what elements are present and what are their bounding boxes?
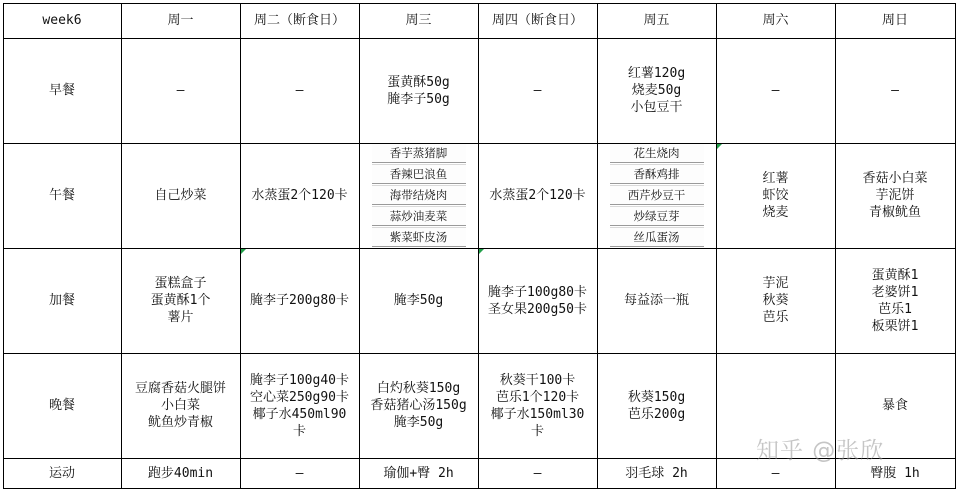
cell-lunch-wed: [359, 143, 478, 248]
cell-line: 蛋糕盒子: [154, 276, 207, 291]
row-label-breakfast: 早餐: [48, 83, 75, 98]
cell-line: 芋泥饼: [875, 188, 915, 203]
cell-snack-sat: [716, 248, 835, 353]
cell-line: 水蒸蛋2个120卡: [489, 188, 586, 203]
cell-exercise-fri: [597, 458, 716, 488]
cell-line: 小包豆干: [630, 100, 683, 115]
cell-line: 暴食: [881, 398, 908, 413]
lunch-dish: 西芹炒豆干: [610, 185, 704, 205]
cell-line: 蛋黄酥1: [871, 267, 919, 283]
lunch-dish: 花生烧肉: [610, 143, 704, 163]
cell-line: –: [295, 83, 304, 98]
row-label-snack: 加餐: [48, 293, 75, 308]
cell-snack-tue: [240, 248, 359, 353]
lunch-dish: 香酥鸡排: [610, 164, 704, 184]
column-divider: [359, 3, 360, 489]
cell-line: 芭乐1个120卡: [495, 389, 580, 405]
cell-line: 腌李子200g80卡: [250, 293, 349, 308]
cell-line: 卡: [530, 423, 544, 439]
cell-snack-thu: [478, 248, 597, 353]
cell-snack-sun: [835, 248, 955, 353]
header-day-fri: 周五: [643, 13, 670, 28]
cell-line: 瑜伽+臀 2h: [383, 465, 454, 481]
header-week: week6: [42, 13, 82, 28]
cell-line: 香菇小白菜: [862, 171, 928, 186]
cell-line: 薯片: [167, 310, 194, 325]
lunch-dish: 海带结烧肉: [372, 185, 466, 205]
cell-snack-wed: [359, 248, 478, 353]
lunch-dish: 香辣巴浪鱼: [372, 164, 466, 184]
cell-line: –: [771, 83, 780, 98]
cell-line: 虾饺: [762, 188, 789, 203]
cell-lunch-tue: [240, 143, 359, 248]
cell-breakfast-mon: [121, 38, 240, 143]
cell-line: 腌李子100g80卡: [488, 284, 587, 300]
cell-line: 跑步40min: [147, 465, 214, 481]
lunch-menu-fri: [610, 143, 704, 248]
cell-line: 香菇猪心汤150g: [370, 398, 467, 413]
cell-line: 腌李50g: [393, 415, 444, 430]
lunch-menu-wed: [372, 143, 466, 248]
cell-line: –: [771, 465, 780, 481]
lunch-dish: 炒绿豆芽: [610, 206, 704, 226]
cell-snack-mon: [121, 248, 240, 353]
column-divider: [478, 3, 479, 489]
cell-dinner-wed: [359, 353, 478, 458]
header-day-mon: 周一: [167, 13, 194, 28]
cell-lunch-sun: [835, 143, 955, 248]
cell-line: 腌李50g: [393, 293, 444, 308]
cell-line: 白灼秋葵150g: [376, 381, 461, 396]
cell-line: 红薯: [762, 171, 789, 186]
cell-line: 红薯120g: [627, 66, 686, 81]
cell-line: 老婆饼1: [871, 284, 919, 300]
header-day-sun: 周日: [881, 13, 908, 28]
cell-dinner-mon: [121, 353, 240, 458]
comment-marker-icon: [717, 144, 722, 149]
row-label-lunch: 午餐: [48, 188, 75, 203]
cell-line: 圣女果200g50卡: [488, 301, 587, 317]
row-divider: [3, 3, 956, 4]
cell-line: 芋泥: [762, 276, 789, 291]
cell-line: 卡: [292, 423, 306, 439]
column-divider: [835, 3, 836, 489]
cell-line: 秋葵干100卡: [499, 372, 576, 388]
cell-line: 腌李子100g40卡: [250, 372, 349, 388]
cell-line: 秋葵: [762, 293, 789, 308]
cell-exercise-tue: [240, 458, 359, 488]
cell-line: 水蒸蛋2个120卡: [251, 188, 348, 203]
cell-line: 臀腹 1h: [870, 465, 920, 481]
cell-exercise-thu: [478, 458, 597, 488]
cell-line: 椰子水150ml30: [490, 406, 585, 422]
cell-line: 每益添一瓶: [623, 293, 689, 308]
cell-lunch-fri: [597, 143, 716, 248]
header-day-thu: 周四（断食日）: [491, 13, 583, 28]
column-divider: [716, 3, 717, 489]
cell-exercise-mon: [121, 458, 240, 488]
header-day-sat: 周六: [762, 13, 789, 28]
row-divider: [3, 488, 956, 489]
cell-line: 腌李子50g: [387, 91, 450, 107]
cell-line: 板栗饼1: [871, 318, 919, 334]
cell-line: –: [295, 465, 304, 481]
cell-line: 蛋黄酥1个: [150, 293, 211, 308]
cell-line: 椰子水450ml90: [252, 406, 347, 422]
row-label-exercise: 运动: [48, 465, 75, 481]
cell-line: 青椒鱿鱼: [868, 205, 921, 220]
cell-line: –: [891, 83, 899, 98]
cell-line: –: [533, 83, 542, 98]
row-divider: [3, 143, 956, 144]
cell-line: –: [176, 83, 185, 98]
column-divider: [121, 3, 122, 489]
cell-line: 自己炒菜: [154, 188, 207, 203]
header-day-wed: 周三: [405, 13, 432, 28]
cell-line: 豆腐香菇火腿饼: [134, 381, 226, 396]
cell-breakfast-sun: [835, 38, 955, 143]
cell-line: 鱿鱼炒青椒: [147, 415, 213, 430]
lunch-dish: 香芋蒸猪脚: [372, 143, 466, 163]
lunch-dish: 紫菜虾皮汤: [372, 227, 466, 247]
cell-lunch-sat: [716, 143, 835, 248]
cell-line: 芭乐: [762, 310, 789, 325]
cell-dinner-fri: [597, 353, 716, 458]
column-divider: [3, 3, 4, 489]
cell-dinner-tue: [240, 353, 359, 458]
cell-breakfast-thu: [478, 38, 597, 143]
cell-dinner-thu: [478, 353, 597, 458]
cell-line: 芭乐1: [878, 301, 912, 317]
comment-marker-icon: [241, 249, 246, 254]
cell-breakfast-sat: [716, 38, 835, 143]
cell-lunch-mon: [121, 143, 240, 248]
column-divider: [955, 3, 956, 489]
lunch-dish: 蒜炒油麦菜: [372, 206, 466, 226]
cell-breakfast-fri: [597, 38, 716, 143]
cell-exercise-wed: [359, 458, 478, 488]
cell-lunch-thu: [478, 143, 597, 248]
row-divider: [3, 353, 956, 354]
cell-line: 秋葵150g: [627, 389, 686, 405]
column-divider: [240, 3, 241, 489]
cell-line: 芭乐200g: [627, 406, 686, 422]
watermark: 知乎 @张欣: [756, 438, 885, 464]
cell-line: 空心菜250g90卡: [250, 389, 349, 405]
cell-line: 烧麦: [762, 205, 789, 220]
cell-breakfast-tue: [240, 38, 359, 143]
column-divider: [597, 3, 598, 489]
cell-line: 烧麦50g: [631, 83, 682, 98]
comment-marker-icon: [479, 249, 484, 254]
row-divider: [3, 38, 956, 39]
cell-line: 小白菜: [160, 398, 200, 413]
cell-breakfast-wed: [359, 38, 478, 143]
cell-snack-fri: [597, 248, 716, 353]
cell-line: –: [533, 465, 542, 481]
row-label-dinner: 晚餐: [48, 398, 75, 413]
cell-line: 羽毛球 2h: [625, 465, 688, 481]
header-day-tue: 周二（断食日）: [253, 13, 345, 28]
lunch-dish: 丝瓜蛋汤: [610, 227, 704, 247]
cell-line: 蛋黄酥50g: [387, 74, 450, 90]
